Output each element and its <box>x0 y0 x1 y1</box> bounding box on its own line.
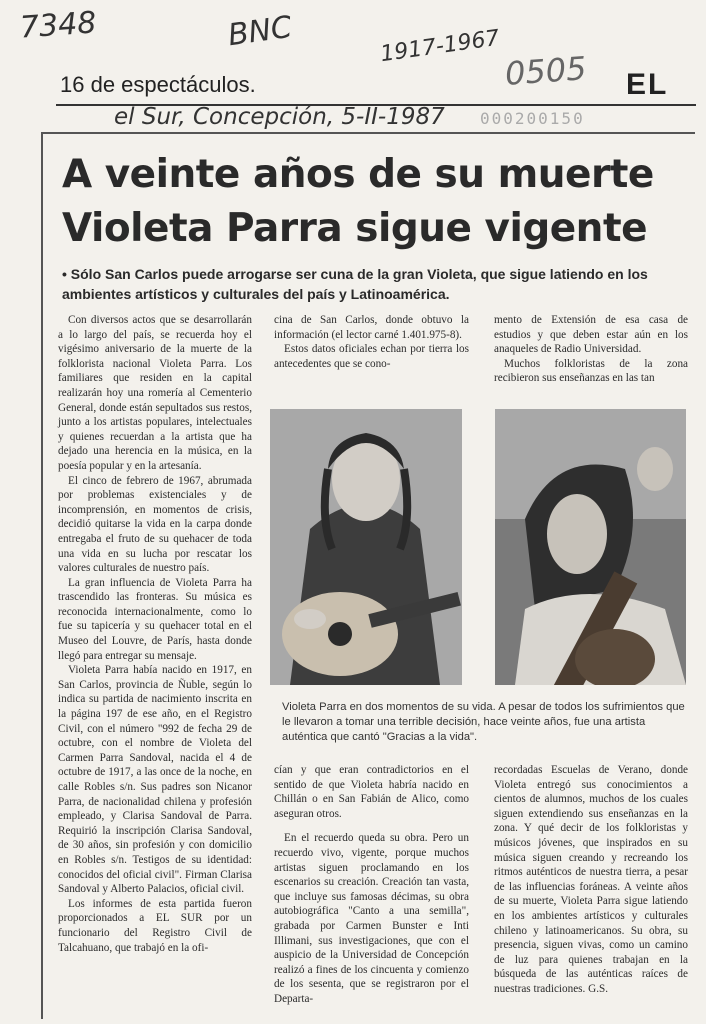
photo-violeta-parra-guitar <box>495 409 686 685</box>
lede: • Sólo San Carlos puede arrogarse ser cuna de la gran Violeta, que sigue latiendo en los ambientes artísticos y culturales del país y Latinoamérica. <box>62 266 648 302</box>
article-column-2-top <box>274 313 469 371</box>
paragraph: Con diversos actos que se desarrollarán a lo largo del país, se recuerda hoy el vigésimo aniversario de la muerte de la folklorista nacional Violeta Parra. Los familiares que residen en la capital realizarán hoy una romería al Cementerio General, donde están sepultados sus restos, junto a los artistas populares, intelectuales y quienes recuerdan a la artista que ha dejado una herencia en la música, en la poesía popular y en la artesanía. <box>58 314 252 472</box>
paragraph: mento de Extensión de esa casa de estudios y que deben estar aún en los anaqueles de Radio Universidad. <box>494 314 688 356</box>
section-label: 16 de espectáculos. <box>60 72 256 97</box>
article-column-1 <box>58 313 252 955</box>
years-annotation: 1917-1967 <box>378 25 502 68</box>
source-annotation: el Sur, Concepción, 5-II-1987 <box>114 104 445 130</box>
paragraph: Muchos folkloristas de la zona recibieron sus enseñanzas en las tan <box>494 357 688 385</box>
archive-number-annotation: 7348 <box>18 5 98 46</box>
photo-illustration <box>495 409 686 685</box>
code-annotation: 0505 <box>503 49 588 93</box>
paragraph: La gran influencia de Violeta Parra ha trascendido las fronteras. Su música es reconocida internacionalmente, como lo fue su tapicería y su quehacer total en el Museo del Louvre, de París, hasta donde llegó para entregar su mensaje. <box>58 576 252 662</box>
paragraph: Los informes de esta partida fueron proporcionados a EL SUR por un funcionario del Registro Civil de Talcahuano, que trabajó en la ofi- <box>58 897 252 954</box>
headline-line-1: A veinte años de su muerte <box>62 152 654 197</box>
paragraph: Estos datos oficiales echan por tierra los antecedentes que se cono- <box>274 343 469 370</box>
newspaper-logo: EL <box>626 68 669 101</box>
photo-caption: Violeta Parra en dos momentos de su vida. A pesar de todos los sufrimientos que le llevaron a tomar una terrible decisión, hace veinte años, fue una artista auténtica que cantó "Gracias a la vida". <box>282 701 685 743</box>
paragraph: Violeta Parra había nacido en 1917, en San Carlos, provincia de Ñuble, según lo indica su partida de nacimiento inscrita en la página 197 de ese año, en el Registro Civil, con el número "992 de fecha 29 de octubre, con el nombre de Violeta del Carmen Parra Sandoval, nacida el 4 de octubre de 1917, a las once de la noche, en calle Robles s/n. Sus padres son Nicanor Parra, de nacionalidad chilena y profesión empleado, y Clarisa Sandoval de Parra. Requirió la inscripción Clarisa Sandoval, de 30 años, sin profesión y con domicilio en Robles s/n. Testigos de su identidad: conocidos del oficial civil". Firman Clarisa Sandoval y Alberto Palacios, oficial civil. <box>58 664 252 896</box>
paragraph: recordadas Escuelas de Verano, donde Violeta entregó sus conocimientos a cientos de alumnos, muchos de los cuales siguen extendiendo sus enseñanzas en la zona. Y qué decir de los folkloristas y músicos jóvenes, que inspirados en su música siguen creando y recreando los ritmos auténticos de nuestra tierra, a pesar de las influencias foráneas. A veinte años de su muerte, Violeta Parra sigue latiendo en los ambientes artísticos y culturales chileno y latinoamericanos. Su obra, su presencia, siguen vivas, como un camino de luz para quienes trabajan en la búsqueda de las auténticas raíces de nuestras tradiciones. G.S. <box>494 764 688 995</box>
paragraph: cina de San Carlos, donde obtuvo la información (el lector carné 1.401.975-8). <box>274 314 469 341</box>
paragraph: El cinco de febrero de 1967, abrumada por problemas existenciales y de incomprensión, en momentos de crisis, decidió quitarse la vida en la carpa donde entregaba el fruto de su quehacer de toda una vida en su lucha por rescatar los valores culturales de nuestro país. <box>58 474 252 575</box>
article-column-2-bottom <box>274 763 469 1007</box>
article-column-3-top <box>494 313 688 386</box>
article-column-3-bottom <box>494 763 688 997</box>
headline <box>62 148 682 256</box>
headline-line-2: Violeta Parra sigue vigente <box>62 206 648 251</box>
paragraph: En el recuerdo queda su obra. Pero un recuerdo vivo, vigente, porque muchos artistas siguen proclamando en los escenarios su creación. Creación tan vasta, que incluye sus famosas décimas, su obra autobiográfica "Canto a una semilla", grabada por Carmen Bunster e Inti Illimani, sus investigaciones, que con el auspicio de la Universidad de Concepción realizó a fines de los cincuenta y comienzo de los sesenta, que se registraron por el Departa- <box>274 832 469 1005</box>
paragraph: cían y que eran contradictorios en el sentido de que Violeta habría nacido en Chillán o en San Fabián de Alico, como aseguran otros. <box>274 764 469 820</box>
photo-illustration <box>270 409 462 685</box>
initials-annotation: BNC <box>225 9 295 54</box>
archive-stamp: 000200150 <box>480 109 585 128</box>
photo-violeta-parra-young <box>270 409 462 685</box>
